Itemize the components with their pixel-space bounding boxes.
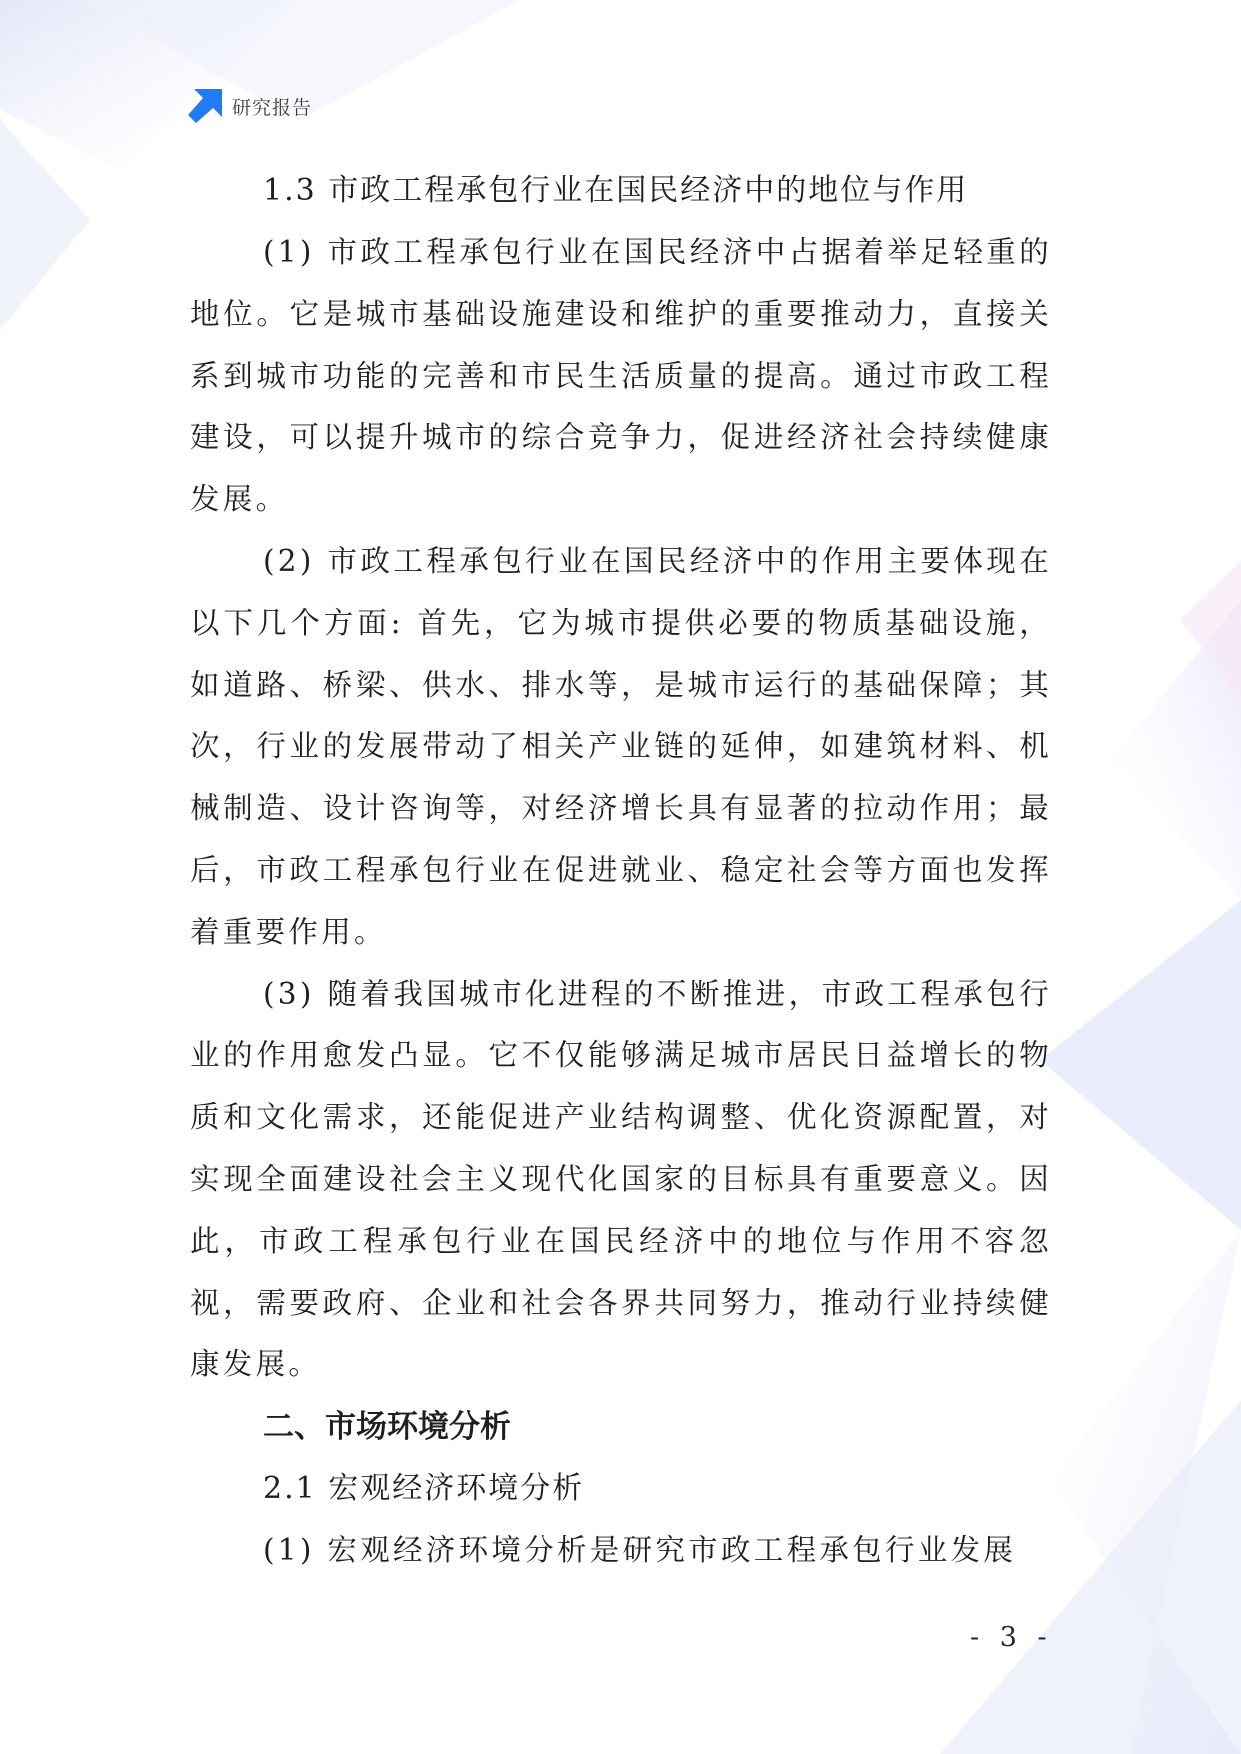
arrow-up-right-icon <box>188 89 222 123</box>
paragraph: (1) 市政工程承包行业在国民经济中占据着举足轻重的地位。它是城市基础设施建设和维护的重要推动力，直接关系到城市功能的完善和市民生活质量的提高。通过市政工程建设，可以提升城市的综合竞争力，促进经济社会持续健康发展。 <box>190 235 1052 517</box>
chapter-heading-2: 二、市场环境分析 <box>263 1409 511 1446</box>
decor-shape-right-mid <box>1040 900 1241 1230</box>
paragraph: (1) 宏观经济环境分析是研究市政工程承包行业发展 <box>263 1533 1017 1568</box>
page-header <box>188 88 312 124</box>
section-heading-1-3: 1.3 市政工程承包行业在国民经济中的地位与作用 <box>263 173 969 208</box>
header-title: 研究报告 <box>232 96 313 119</box>
paragraph: (3) 随着我国城市化进程的不断推进，市政工程承包行业的作用愈发凸显。它不仅能够满足城市居民日益增长的物质和文化需求，还能促进产业结构调整、优化资源配置，对实现全面建设社会主义现代化国家的目标具有重要意义。因此，市政工程承包行业在国民经济中的地位与作用不容忽视，需要政府、企业和社会各界共同努力，推动行业持续健康发展。 <box>190 976 1052 1382</box>
decor-shape-left <box>0 120 90 330</box>
section-heading-2-1: 2.1 宏观经济环境分析 <box>263 1471 585 1507</box>
paragraph: (2) 市政工程承包行业在国民经济中的作用主要体现在以下几个方面: 首先，它为城市提供必要的物质基础设施，如道路、桥梁、供水、排水等，是城市运行的基础保障；其次，行业的发展带动了相关产业链的延伸，如建筑材料、机械制造、设计咨询等，对经济增长具有显著的拉动作用；最后，市政工程承包行业在促进就业、稳定社会等方面也发挥着重要作用。 <box>190 543 1052 949</box>
document-body <box>190 160 1052 1582</box>
page-number: - 3 - <box>970 1622 1053 1653</box>
